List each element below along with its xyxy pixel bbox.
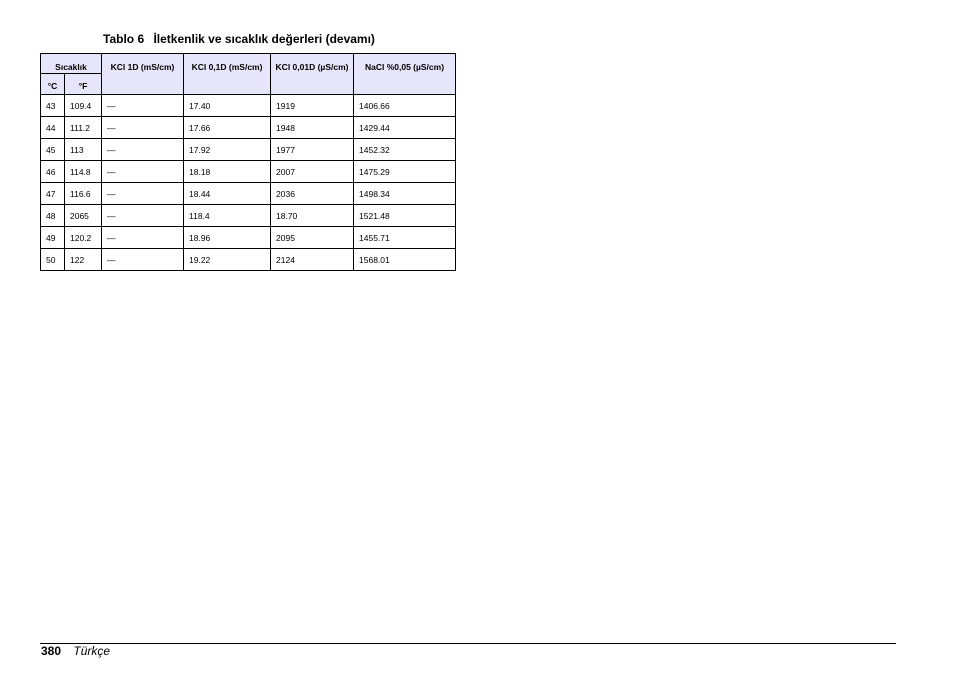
cell-fahrenheit: 120.2: [65, 227, 102, 249]
cell-nacl: 1498.34: [354, 183, 456, 205]
cell-nacl: 1455.71: [354, 227, 456, 249]
page-number: 380: [41, 644, 62, 658]
cell-kcl-01d: 18.18: [184, 161, 271, 183]
cell-fahrenheit: 116.6: [65, 183, 102, 205]
cell-fahrenheit: 111.2: [65, 117, 102, 139]
table-row: [41, 95, 456, 117]
table-caption: [103, 32, 375, 46]
cell-fahrenheit: 109.4: [65, 95, 102, 117]
cell-kcl-01d: 19.22: [184, 249, 271, 271]
conductivity-temperature-table: [40, 53, 456, 271]
table-row: [41, 205, 456, 227]
cell-kcl-1d: —: [102, 161, 184, 183]
cell-kcl-001d: 2007: [271, 161, 354, 183]
cell-kcl-1d: —: [102, 183, 184, 205]
cell-kcl-01d: 18.44: [184, 183, 271, 205]
table-row: [41, 183, 456, 205]
cell-nacl: 1568.01: [354, 249, 456, 271]
cell-kcl-001d: 1948: [271, 117, 354, 139]
footer-language: Türkçe: [73, 644, 111, 658]
header-fahrenheit: °F: [65, 74, 102, 95]
header-temperature: Sıcaklık: [41, 54, 102, 74]
cell-kcl-01d: 18.96: [184, 227, 271, 249]
page-footer: [41, 644, 110, 658]
cell-celsius: 44: [41, 117, 65, 139]
cell-kcl-001d: 2124: [271, 249, 354, 271]
cell-nacl: 1429.44: [354, 117, 456, 139]
cell-fahrenheit: 122: [65, 249, 102, 271]
cell-kcl-001d: 1977: [271, 139, 354, 161]
cell-fahrenheit: 2065: [65, 205, 102, 227]
cell-nacl: 1475.29: [354, 161, 456, 183]
cell-kcl-001d: 1919: [271, 95, 354, 117]
cell-nacl: 1452.32: [354, 139, 456, 161]
cell-celsius: 43: [41, 95, 65, 117]
cell-kcl-1d: —: [102, 95, 184, 117]
header-kcl-001d: KCl 0,01D (µS/cm): [271, 54, 354, 95]
cell-fahrenheit: 113: [65, 139, 102, 161]
cell-kcl-001d: 2095: [271, 227, 354, 249]
cell-kcl-01d: 118.4: [184, 205, 271, 227]
cell-celsius: 47: [41, 183, 65, 205]
header-celsius: °C: [41, 74, 65, 95]
footer-rule: [40, 643, 896, 644]
cell-kcl-001d: 18.70: [271, 205, 354, 227]
table-row: [41, 227, 456, 249]
cell-celsius: 48: [41, 205, 65, 227]
header-kcl-01d: KCl 0,1D (mS/cm): [184, 54, 271, 95]
cell-celsius: 49: [41, 227, 65, 249]
cell-kcl-001d: 2036: [271, 183, 354, 205]
table-row: [41, 117, 456, 139]
cell-celsius: 50: [41, 249, 65, 271]
header-kcl-1d: KCl 1D (mS/cm): [102, 54, 184, 95]
cell-celsius: 46: [41, 161, 65, 183]
cell-kcl-1d: —: [102, 205, 184, 227]
cell-fahrenheit: 114.8: [65, 161, 102, 183]
cell-kcl-01d: 17.92: [184, 139, 271, 161]
cell-nacl: 1406.66: [354, 95, 456, 117]
cell-kcl-1d: —: [102, 117, 184, 139]
table-header-row: [41, 54, 456, 74]
table-row: [41, 139, 456, 161]
table-row: [41, 161, 456, 183]
cell-kcl-01d: 17.66: [184, 117, 271, 139]
table-body: [41, 95, 456, 271]
cell-kcl-01d: 17.40: [184, 95, 271, 117]
table-caption-title: İletkenlik ve sıcaklık değerleri (devamı): [153, 32, 375, 46]
table-row: [41, 249, 456, 271]
cell-kcl-1d: —: [102, 139, 184, 161]
cell-kcl-1d: —: [102, 249, 184, 271]
header-nacl: NaCl %0,05 (µS/cm): [354, 54, 456, 95]
cell-celsius: 45: [41, 139, 65, 161]
table-caption-label: Tablo 6: [103, 32, 145, 46]
cell-kcl-1d: —: [102, 227, 184, 249]
cell-nacl: 1521.48: [354, 205, 456, 227]
